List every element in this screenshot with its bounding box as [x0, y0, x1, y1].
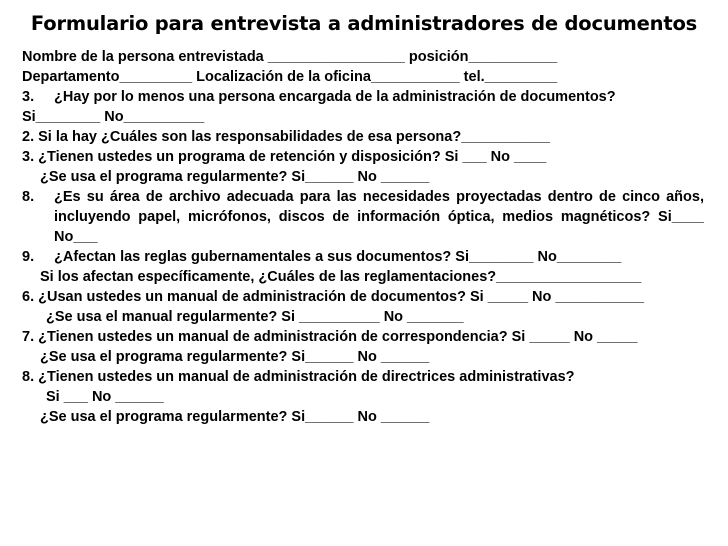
answer-yes-no-line: Si________ No__________ — [22, 109, 205, 125]
department-line: Departamento_________ Localización de la oficina___________ tel._________ — [22, 69, 558, 85]
question-correspondence-manual: 7. ¿Tienen ustedes un manual de administración de correspondencia? Si _____ No _____ — [22, 329, 638, 345]
question-number: 3. — [22, 89, 35, 105]
question-responsibilities: 2. Si la hay ¿Cuáles son las responsabilidades de esa persona?___________ — [22, 129, 550, 145]
question-program-used-regularly: ¿Se usa el programa regularmente? Si______ No ______ — [40, 409, 430, 425]
question-number: 8. — [22, 189, 35, 205]
question-specific-regulations: Si los afectan específicamente, ¿Cuáles de las reglamentaciones?__________________ — [40, 269, 642, 285]
question-directives-manual: 8. ¿Tienen ustedes un manual de administración de directrices administrativas? — [22, 369, 575, 385]
question-documents-manual: 6. ¿Usan ustedes un manual de administración de documentos? Si _____ No ___________ — [22, 289, 645, 305]
question-responsible-person — [22, 87, 704, 107]
question-program-used-regularly: ¿Se usa el programa regularmente? Si______ No ______ — [40, 169, 430, 185]
interviewee-name-line: Nombre de la persona entrevistada _________________ posición___________ — [22, 49, 558, 65]
question-government-rules — [22, 247, 704, 267]
question-text: ¿Hay por lo menos una persona encargada de la administración de documentos? — [54, 89, 616, 105]
question-retention-program: 3. ¿Tienen ustedes un programa de retención y disposición? Si ___ No ____ — [22, 149, 547, 165]
question-manual-used-regularly: ¿Se usa el manual regularmente? Si __________ No _______ — [46, 309, 464, 325]
question-archive-area — [22, 187, 704, 247]
question-text: ¿Es su área de archivo adecuada para las necesidades proyectadas dentro de cinco años, incluyendo papel, micrófonos, discos de información óptica, medios magnéticos? Si____ No___ — [54, 189, 704, 245]
answer-yes-no-line: Si ___ No ______ — [46, 389, 164, 405]
page-title: Formulario para entrevista a administradores de documentos — [30, 12, 698, 35]
question-number: 9. — [22, 249, 35, 265]
question-text: ¿Afectan las reglas gubernamentales a sus documentos? Si________ No________ — [54, 249, 622, 265]
question-program-used-regularly: ¿Se usa el programa regularmente? Si______ No ______ — [40, 349, 430, 365]
form-body — [22, 47, 704, 427]
